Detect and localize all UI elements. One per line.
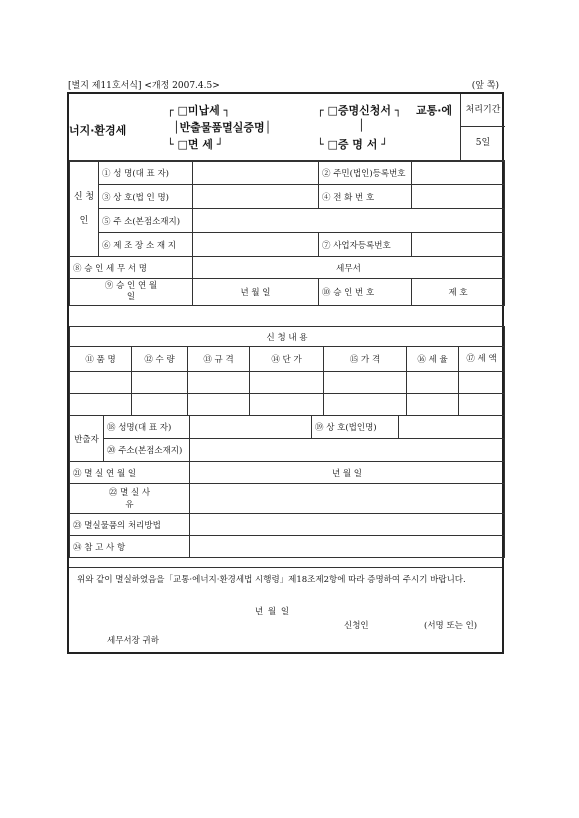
title-prefix: 너지·환경세 (69, 124, 127, 137)
factory-location-label: ⑥ 제 조 장 소 재 지 (99, 233, 193, 257)
loss-date-label: ㉑ 멸 실 연 월 일 (70, 462, 190, 484)
col-unit-price: ⑭ 단 가 (250, 347, 324, 372)
business-reg-label: ⑦ 사업자등록번호 (319, 233, 412, 257)
closing-date[interactable]: 년 월 일 (255, 607, 291, 617)
resident-number-label: ② 주민(법인)등록번호 (319, 162, 412, 185)
closing-statement: 위와 같이 멸실하였음을「교통·에너지·환경세법 시행령」제18조제2항에 따라 증명하여 주시기 바랍니다. (77, 575, 466, 585)
col-quantity: ⑫ 수 량 (132, 347, 188, 372)
table-row (70, 394, 505, 416)
approval-date-field[interactable]: 년 월 일 (193, 279, 319, 306)
shipper-address-label: ⑳ 주소(본점소재지) (104, 439, 190, 462)
applicant-signature-label: 신청인 (344, 621, 369, 631)
cell-spec[interactable] (188, 372, 250, 394)
cell-tax-amount[interactable] (459, 394, 505, 416)
approval-number-label: ⑩ 승 인 번 호 (319, 279, 412, 306)
cell-quantity[interactable] (132, 394, 188, 416)
addressee: 세무서장 귀하 (107, 636, 159, 646)
shipper-name-label: ⑱ 성명(대 표 자) (104, 416, 190, 439)
shipper-group-label: 반출자 (70, 416, 104, 462)
company-field[interactable] (193, 185, 319, 209)
disposal-method-label: ㉓ 멸실물품의 처리방법 (70, 514, 190, 536)
signature-hint[interactable]: (서명 또는 인) (424, 621, 478, 631)
resident-number-field[interactable] (412, 162, 505, 185)
col-spec: ⑬ 규 격 (188, 347, 250, 372)
address-field[interactable] (193, 209, 505, 233)
shipper-name-field[interactable] (190, 416, 312, 439)
request-table (69, 326, 505, 416)
cell-tax-rate[interactable] (407, 372, 459, 394)
approval-office-label: ⑧ 승 인 세 무 서 명 (70, 257, 193, 279)
request-section-title: 신 청 내 용 (70, 327, 505, 347)
cell-price[interactable] (324, 372, 407, 394)
processing-period-value: 5일 (460, 126, 505, 161)
business-reg-field[interactable] (412, 233, 505, 257)
title-box2-line1: ┌ □증명신청서 ┐ (317, 104, 402, 117)
page-side: (앞 쪽) (471, 81, 499, 91)
disposal-method-field[interactable] (190, 514, 505, 536)
cell-item-name[interactable] (70, 394, 132, 416)
title-suffix: 교통·에 (416, 104, 453, 117)
loss-reason-field[interactable] (190, 484, 505, 514)
form-header (68, 78, 505, 92)
form-title (69, 94, 460, 161)
col-tax-rate: ⑯ 세 율 (407, 347, 459, 372)
cell-quantity[interactable] (132, 372, 188, 394)
applicant-name-field[interactable] (193, 162, 319, 185)
cell-item-name[interactable] (70, 372, 132, 394)
phone-field[interactable] (412, 185, 505, 209)
form-number: [별지 제11호서식] <개정 2007.4.5> (68, 81, 220, 91)
remarks-label: ㉔ 참 고 사 항 (70, 536, 190, 558)
loss-date-field[interactable]: 년 월 일 (190, 462, 505, 484)
address-label: ⑤ 주 소(본점소재지) (99, 209, 193, 233)
cell-price[interactable] (324, 394, 407, 416)
loss-reason-label: ㉒ 멸 실 사 유 (70, 484, 190, 514)
approval-office-field[interactable] (193, 257, 505, 279)
shipper-address-field[interactable] (190, 439, 505, 462)
col-tax-amount: ⑰ 세 액 (459, 347, 505, 372)
cell-spec[interactable] (188, 394, 250, 416)
factory-location-field[interactable] (193, 233, 319, 257)
closing-section (69, 567, 502, 655)
company-label: ③ 상 호(법 인 명) (99, 185, 193, 209)
shipper-loss-table (69, 415, 505, 558)
title-box2-line2: │ (358, 119, 365, 132)
title-box1-line2: │반출물품멸실증명│ (173, 121, 272, 134)
shipper-company-label: ⑲ 상 호(법인명) (312, 416, 399, 439)
cell-tax-amount[interactable] (459, 372, 505, 394)
title-box1-line3: └ □면 세 ┘ (167, 138, 224, 151)
request-header-row (70, 347, 505, 372)
shipper-company-field[interactable] (399, 416, 505, 439)
title-box2-line3: └ □증 명 서 ┘ (317, 138, 388, 151)
col-item-name: ⑪ 품 명 (70, 347, 132, 372)
table-row (70, 372, 505, 394)
applicant-table (69, 161, 505, 306)
approval-office-suffix: 세무서 (336, 263, 361, 274)
applicant-group-label: 신 청 인 (70, 162, 99, 257)
phone-label: ④ 전 화 번 호 (319, 185, 412, 209)
approval-number-field[interactable]: 제 호 (412, 279, 505, 306)
approval-date-label: ⑨ 승 인 연 월 일 (70, 279, 193, 306)
applicant-name-label: ① 성 명(대 표 자) (99, 162, 193, 185)
cell-tax-rate[interactable] (407, 394, 459, 416)
processing-period-label: 처리기간 (460, 94, 505, 127)
cell-unit-price[interactable] (250, 394, 324, 416)
title-box1-line1: ┌ □미납세 ┐ (167, 104, 231, 117)
col-price: ⑮ 가 격 (324, 347, 407, 372)
cell-unit-price[interactable] (250, 372, 324, 394)
certificate-form (67, 92, 504, 654)
remarks-field[interactable] (190, 536, 505, 558)
